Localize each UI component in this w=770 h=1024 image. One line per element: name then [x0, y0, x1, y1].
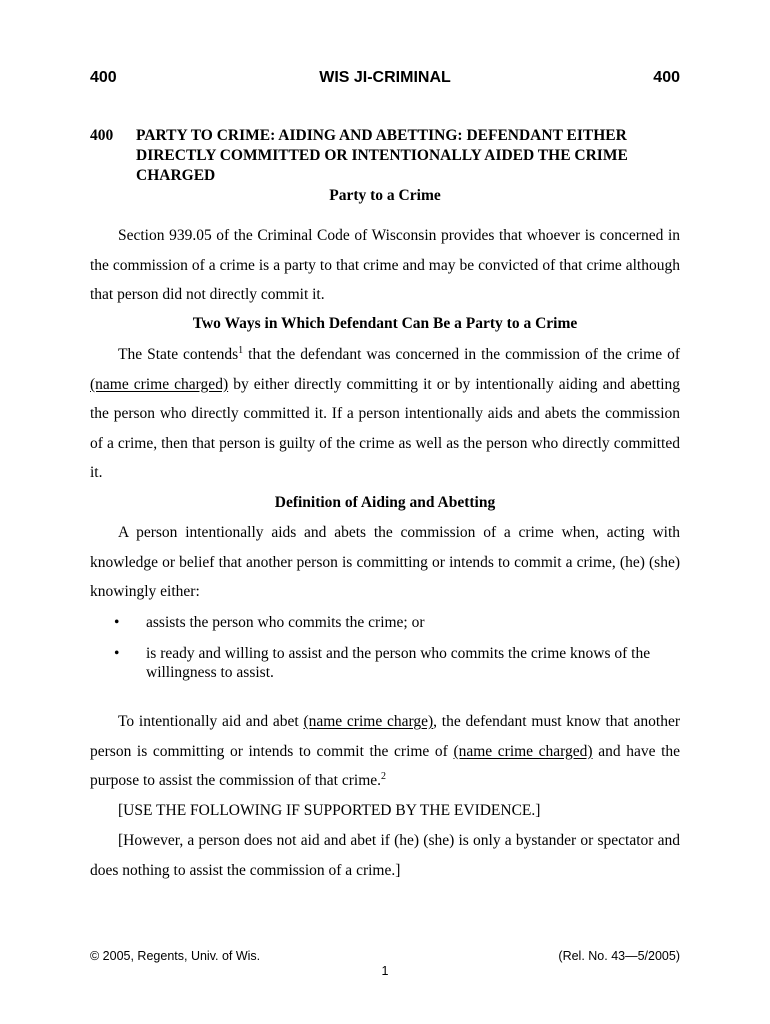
page-number: 1 [381, 964, 389, 978]
blank-crime-charge: (name crime charge) [303, 713, 434, 730]
footnote-ref-1: 1 [238, 344, 244, 356]
paragraph-intent [90, 707, 680, 796]
para2-text-1: The State contends [118, 346, 239, 363]
section-title: PARTY TO CRIME: AIDING AND ABETTING: DEFENDANT EITHER DIRECTLY COMMITTED OR INTENTIONALLY AIDED THE CRIME CHARGED [136, 127, 628, 184]
footer-release: (Rel. No. 43—5/2005) [558, 949, 680, 963]
bullet-icon: • [114, 614, 120, 631]
paragraph-state-contends [90, 340, 680, 488]
blank-crime-charged: (name crime charged) [90, 375, 229, 393]
header-left-number: 400 [90, 69, 117, 86]
footnote-ref-2: 2 [381, 770, 387, 782]
blank-crime-charged-2: (name crime charged) [453, 742, 593, 760]
bullet-text-2: is ready and willing to assist and the person who commits the crime knows of the willingness to assist. [146, 645, 651, 681]
para4-text-1: To intentionally aid and abet [118, 713, 304, 730]
para4-text-2: , the defendant must know that another person is committing or intends to commit the crime of [90, 713, 680, 760]
paragraph-bystander: [However, a person does not aid and abet if (he) (she) is only a bystander or spectator and does nothing to assist the commission of a crime.] [90, 832, 680, 879]
bullet-icon: • [114, 645, 120, 662]
paragraph-definition: A person intentionally aids and abets the commission of a crime when, acting with knowledge or belief that another person is committing or intends to commit a crime, (he) (she) knowingly either: [90, 524, 680, 600]
paragraph-instruction-note: [USE THE FOLLOWING IF SUPPORTED BY THE EVIDENCE.] [118, 802, 541, 819]
para2-text-3: by either directly committing it or by intentionally aiding and abetting the person who directly committed it. If a person intentionally aids and abets the commission of a crime, then that person is guilty of the crime as well as the person who directly committed it. [90, 375, 680, 481]
bullet-item-1 [90, 613, 680, 632]
para2-text-2: that the defendant was concerned in the commission of the crime of [243, 346, 680, 363]
paragraph-statute: Section 939.05 of the Criminal Code of Wisconsin provides that whoever is concerned in the commission of a crime is a party to that crime and may be convicted of that crime although that person did not directly commit it. [90, 227, 680, 303]
para4-text-3: and have the purpose to assist the commission of that crime. [90, 742, 681, 789]
heading-definition: Definition of Aiding and Abetting [274, 494, 496, 511]
bullet-text-1: assists the person who commits the crime; or [146, 614, 425, 631]
heading-party-to-crime: Party to a Crime [329, 187, 441, 204]
bullet-item-2 [90, 644, 680, 682]
header-right-number: 400 [653, 69, 680, 86]
section-number: 400 [90, 127, 114, 144]
footer-copyright: © 2005, Regents, Univ. of Wis. [90, 949, 261, 963]
header-title: WIS JI-CRIMINAL [319, 69, 451, 86]
heading-two-ways: Two Ways in Which Defendant Can Be a Party to a Crime [192, 315, 578, 332]
